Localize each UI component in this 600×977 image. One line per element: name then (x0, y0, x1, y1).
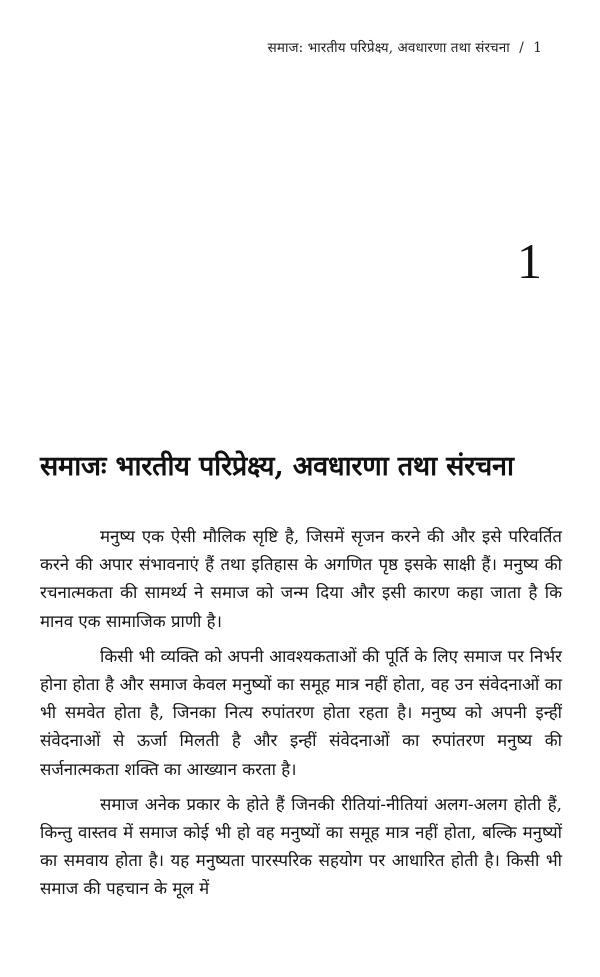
chapter-number: 1 (517, 233, 542, 289)
running-header-separator: / (519, 40, 524, 56)
body-text (40, 522, 562, 910)
paragraph-3: समाज अनेक प्रकार के होते हैं जिनकी रीतियां-नीतियां अलग-अलग होती हैं, किन्तु वास्तव में समाज कोई भी हो वह मनुष्यों का समूह मात्र नहीं होता, बल्कि मनुष्यों का समवाय होता है। यह मनुष्यता पारस्परिक सहयोग पर आधारित होती है। किसी भी समाज की पहचान के मूल में (40, 793, 562, 899)
paragraph-2: किसी भी व्यक्ति को अपनी आवश्यकताओं की पूर्ति के लिए समाज पर निर्भर होना होता है और समाज केवल मनुष्यों का समूह मात्र नहीं होता, वह उन संवेदनाओं का भी समवेत होता है, जिनका नित्य रुपांतरण होता रहता है। मनुष्य को अपनी इन्हीं संवेदनाओं से ऊर्जा मिलती है और इन्हीं संवेदनाओं का रुपांतरण मनुष्य की सर्जनात्मकता शक्ति का आख्यान करता है। (40, 645, 562, 779)
chapter-title: समाजः भारतीय परिप्रेक्ष्य, अवधारणा तथा संरचना (40, 451, 514, 482)
running-header-title: समाज: भारतीय परिप्रेक्ष्य, अवधारणा तथा संरचना (267, 40, 510, 56)
page-number: 1 (533, 40, 542, 56)
running-header (268, 38, 542, 56)
paragraph-1: मनुष्य एक ऐसी मौलिक सृष्टि है, जिसमें सृजन करने की और इसे परिवर्तित करने की अपार संभावनाएं हैं तथा इतिहास के अगणित पृष्ठ इसके साक्षी हैं। मनुष्य की रचनात्मकता की सामर्थ्य ने समाज को जन्म दिया और इसी कारण कहा जाता है कि मानव एक सामाजिक प्राणी है। (40, 526, 562, 631)
